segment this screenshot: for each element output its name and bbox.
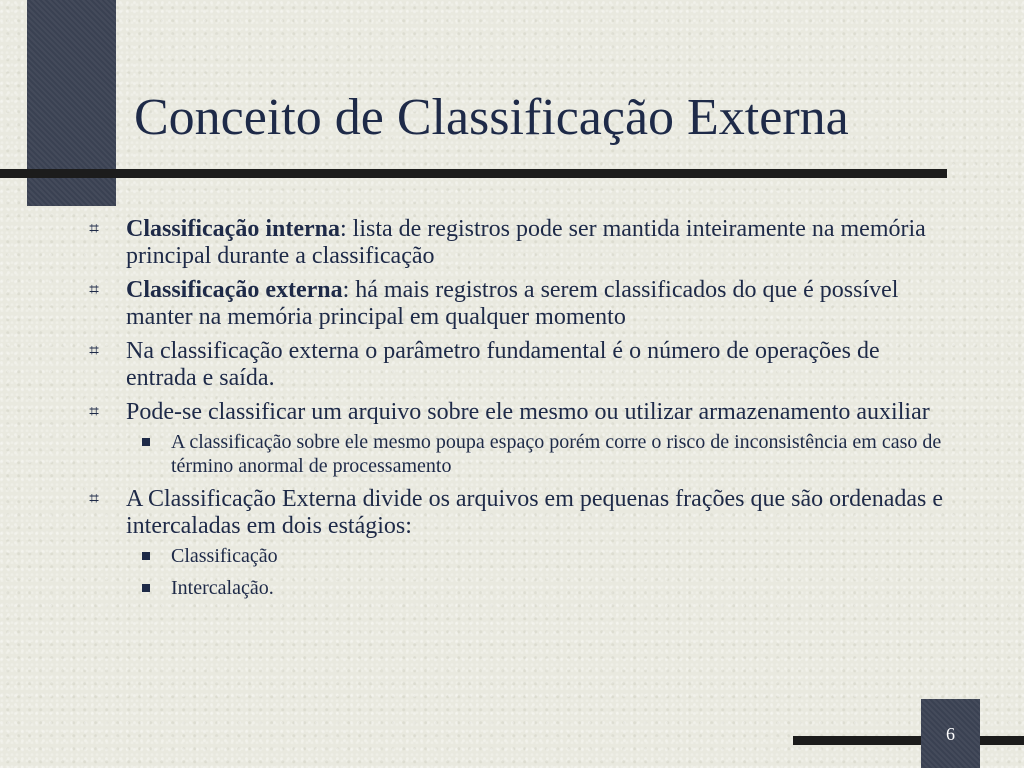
sub-bullet-item: [126, 544, 946, 568]
hash-bullet-icon: ⌗: [89, 489, 99, 508]
bullet-list: [86, 216, 946, 600]
bullet-text: : lista de registros pode ser mantida inteiramente na memória principal durante a classificação: [126, 216, 926, 269]
sub-bullet-text: A classificação sobre ele mesmo poupa espaço porém corre o risco de inconsistência em caso de término anormal de processamento: [171, 431, 942, 477]
bullet-text: : há mais registros a serem classificados do que é possível manter na memória principal em qualquer momento: [126, 277, 899, 330]
hash-bullet-icon: ⌗: [89, 402, 99, 421]
sub-bullet-list: [126, 430, 946, 478]
hash-bullet-icon: ⌗: [89, 341, 99, 360]
sub-bullet-item: [126, 430, 946, 478]
bullet-item-armazenamento: [86, 399, 946, 478]
square-bullet-icon: [142, 552, 150, 560]
bullet-item-parametro-fundamental: [86, 338, 946, 392]
footer-rule: [793, 736, 1024, 745]
hash-bullet-icon: ⌗: [89, 280, 99, 299]
bullet-text: Pode-se classificar um arquivo sobre ele mesmo ou utilizar armazenamento auxiliar: [126, 399, 930, 425]
slide-content: [86, 216, 946, 608]
title-underline-rule: [0, 169, 947, 178]
slide-title: Conceito de Classificação Externa: [134, 89, 849, 146]
square-bullet-icon: [142, 438, 150, 446]
sub-bullet-item: [126, 576, 946, 600]
bullet-item-divisao-arquivos: [86, 486, 946, 600]
bullet-text: A Classificação Externa divide os arquivos em pequenas frações que são ordenadas e intercaladas em dois estágios:: [126, 486, 944, 539]
sub-bullet-list: [126, 544, 946, 600]
square-bullet-icon: [142, 584, 150, 592]
sub-bullet-text: Classificação: [171, 545, 278, 567]
bullet-item-classificacao-interna: [86, 216, 946, 270]
bullet-item-classificacao-externa: [86, 277, 946, 331]
bullet-term: Classificação interna: [126, 216, 340, 242]
hash-bullet-icon: ⌗: [89, 219, 99, 238]
bullet-term: Classificação externa: [126, 277, 343, 303]
page-number: 6: [946, 724, 955, 744]
bullet-text: Na classificação externa o parâmetro fundamental é o número de operações de entrada e saída.: [126, 338, 880, 391]
sub-bullet-text: Intercalação.: [171, 577, 274, 599]
